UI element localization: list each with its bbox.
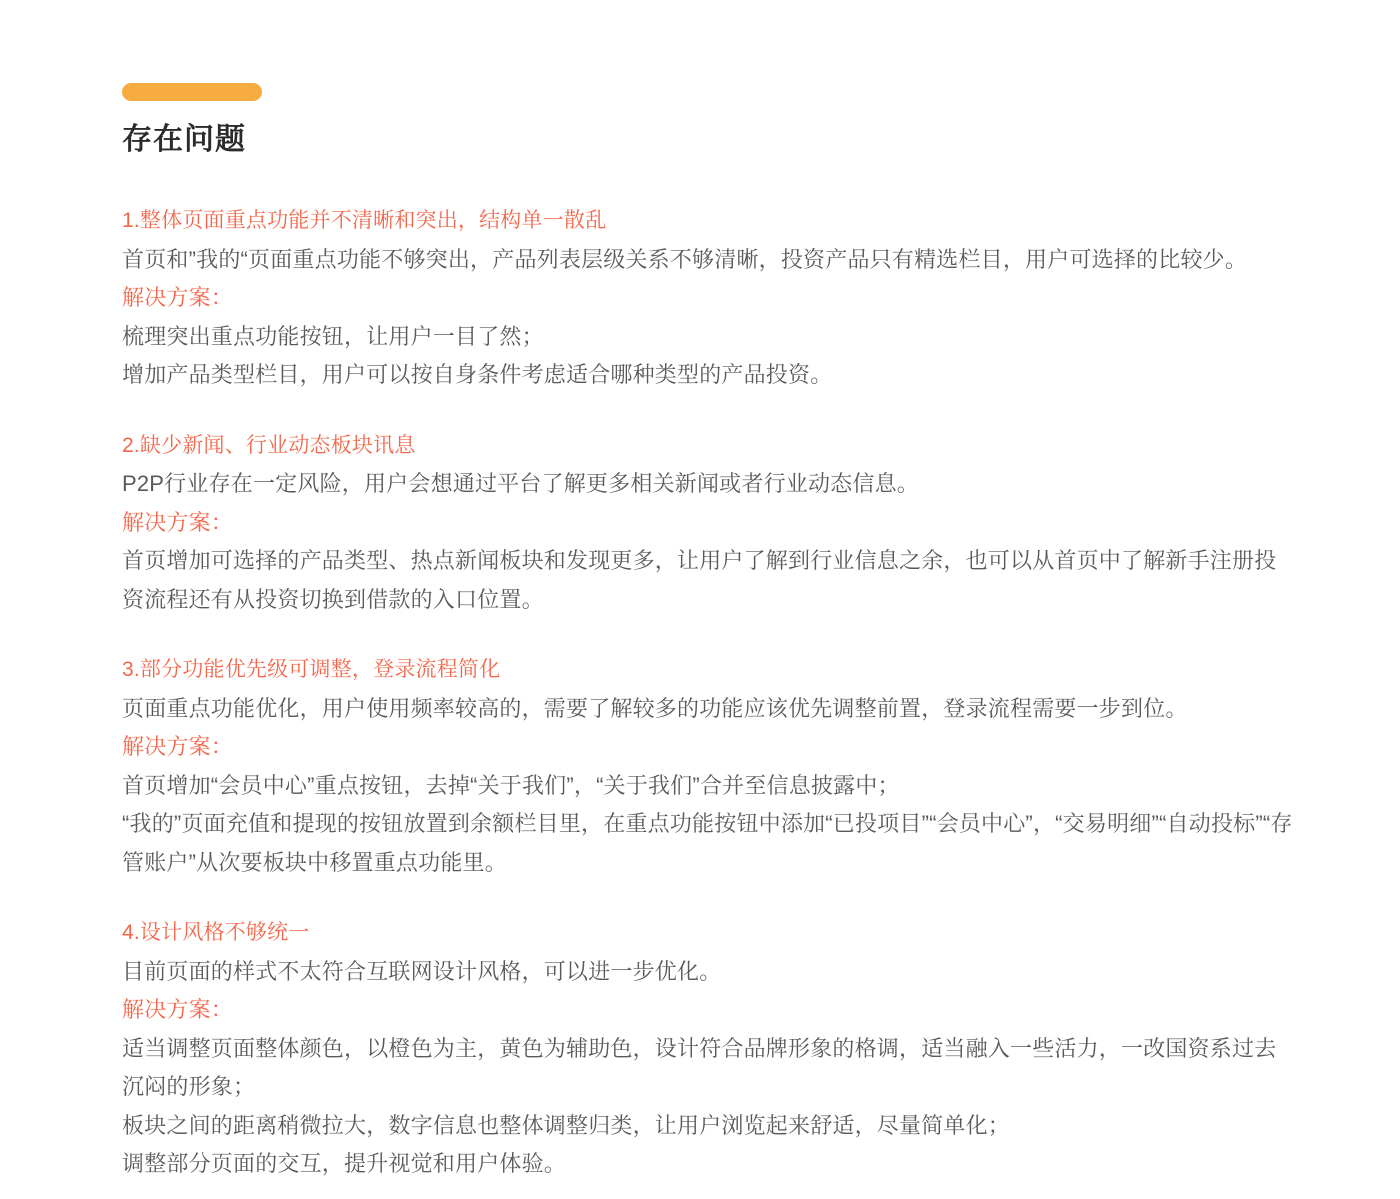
solution-text: 调整部分页面的交互，提升视觉和用户体验。 xyxy=(122,1151,567,1176)
solution-text: 板块之间的距离稍微拉大，数字信息也整体调整归类，让用户浏览起来舒适，尽量简单化； xyxy=(122,1112,1011,1138)
solution-label: 解决方案： xyxy=(122,285,234,310)
solution-text: 梳理突出重点功能按钮，让用户一目了然； xyxy=(122,323,544,349)
problem-description: P2P行业存在一定风险，用户会想通过平台了解更多相关新闻或者行业动态信息。 xyxy=(122,471,919,496)
solution-text: 适当调整页面整体颜色，以橙色为主，黄色为辅助色，设计符合品牌形象的格调，适当融入一些活力，一改国资系过去沉闷的形象； xyxy=(122,1035,1277,1099)
section-heading: 2.缺少新闻、行业动态板块讯息 xyxy=(122,433,416,457)
problem-section-1 xyxy=(122,202,1294,395)
problem-description: 页面重点功能优化，用户使用频率较高的，需要了解较多的功能应该优先调整前置，登录流程需要一步到位。 xyxy=(122,695,1188,721)
solution-text: “我的”页面充值和提现的按钮放置到余额栏目里，在重点功能按钮中添加“已投项目”“会员中心”，“交易明细”“自动投标”“存管账户”从次要板块中移置重点功能里。 xyxy=(122,811,1293,875)
solution-text: 首页增加可选择的产品类型、热点新闻板块和发现更多，让用户了解到行业信息之余，也可以从首页中了解新手注册投资流程还有从投资切换到借款的入口位置。 xyxy=(122,548,1277,612)
solution-text: 增加产品类型栏目，用户可以按自身条件考虑适合哪种类型的产品投资。 xyxy=(122,362,833,387)
problem-section-2 xyxy=(122,427,1294,620)
section-heading: 3.部分功能优先级可调整，登录流程简化 xyxy=(122,658,501,681)
problem-description: 首页和”我的“页面重点功能不够突出，产品列表层级关系不够清晰，投资产品只有精选栏目，用户可选择的比较少。 xyxy=(122,246,1248,272)
solution-label: 解决方案： xyxy=(122,734,234,759)
section-heading: 4.设计风格不够统一 xyxy=(122,921,310,944)
section-heading: 1.整体页面重点功能并不清晰和突出，结构单一散乱 xyxy=(122,209,607,232)
solution-label: 解决方案： xyxy=(122,509,234,535)
problem-description: 目前页面的样式不太符合互联网设计风格，可以进一步优化。 xyxy=(122,958,722,984)
problem-section-3 xyxy=(122,651,1294,882)
solution-text: 首页增加“会员中心”重点按钮，去掉“关于我们”，“关于我们”合并至信息披露中； xyxy=(122,772,900,798)
page-title: 存在问题 xyxy=(122,123,246,156)
problem-section-4 xyxy=(122,914,1294,1184)
content-column xyxy=(122,83,1294,1184)
accent-bar xyxy=(122,83,262,101)
solution-label: 解决方案： xyxy=(122,997,234,1022)
